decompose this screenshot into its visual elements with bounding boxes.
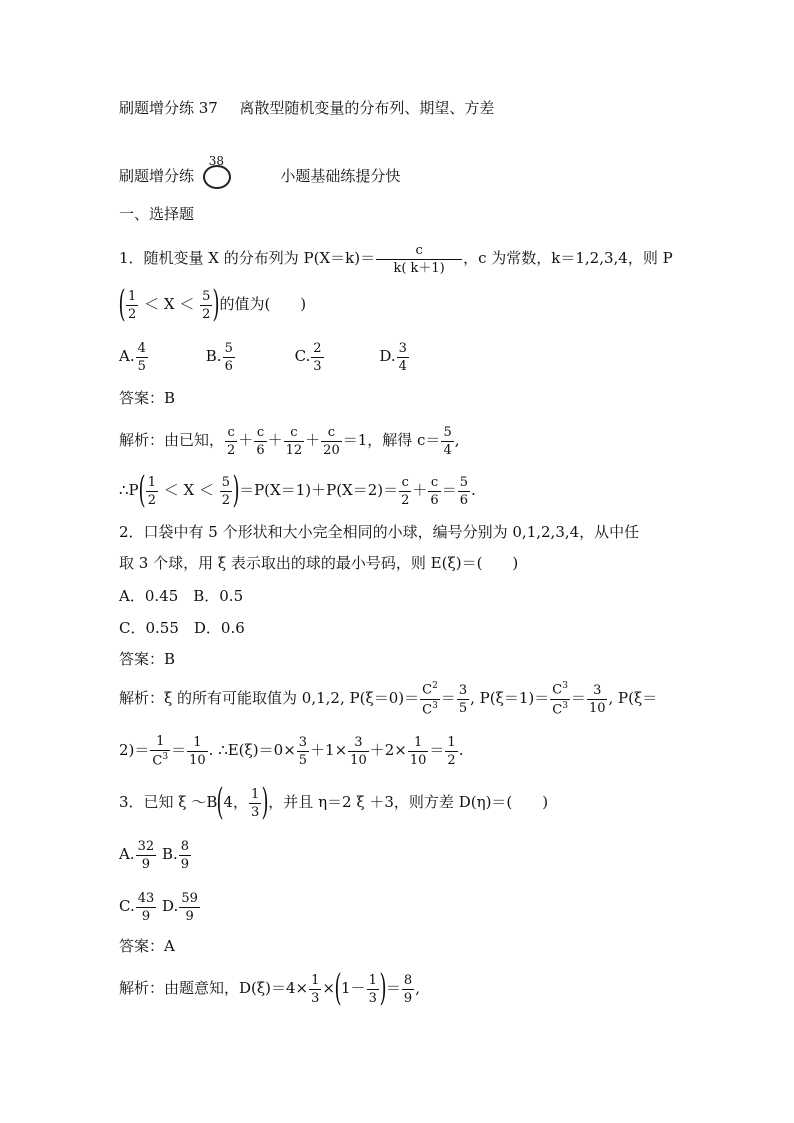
explanation-text: 1－ <box>341 979 366 997</box>
denominator: 6 <box>224 358 233 374</box>
left-paren: ( <box>334 968 342 1009</box>
explanation-text: , P(ξ＝1)＝ <box>470 689 550 707</box>
fraction <box>284 426 305 457</box>
fraction <box>179 892 200 923</box>
option-letter: D. <box>379 347 396 365</box>
fraction <box>376 244 462 275</box>
numerator: 3 <box>398 340 407 356</box>
denominator: 3 <box>250 804 260 820</box>
fraction <box>445 736 457 767</box>
option-letter: A. <box>119 845 135 863</box>
explanation-text: , P(ξ＝ <box>608 689 658 707</box>
explanation-text: ＝P(X＝1)＋P(X＝2)＝ <box>239 481 399 499</box>
combination-symbol: C <box>552 682 563 698</box>
denominator: 6 <box>459 492 468 508</box>
numerator: 32 <box>137 838 155 854</box>
denominator: 9 <box>180 856 190 872</box>
fraction <box>187 736 208 767</box>
q3-text-a: 3．已知 ξ ～B <box>119 793 218 811</box>
q1-options <box>119 336 410 376</box>
denominator: 3 <box>368 990 377 1006</box>
denominator: 6 <box>256 442 265 458</box>
fraction <box>420 682 440 716</box>
fraction <box>587 684 608 715</box>
denominator: k( k＋1) <box>393 260 445 276</box>
fraction-sum <box>224 424 343 458</box>
numerator: 3 <box>458 682 468 698</box>
denominator: 20 <box>323 442 340 458</box>
fraction <box>146 476 158 507</box>
fraction <box>441 426 453 457</box>
operator: ＝ <box>440 689 456 707</box>
denominator: 9 <box>141 856 151 872</box>
subheader-prefix: 刷题增分练 <box>119 167 195 185</box>
numerator: 3 <box>298 734 308 750</box>
fraction <box>399 476 411 507</box>
option-letter: B. <box>205 347 222 365</box>
explanation-text: ＋1× <box>310 741 348 759</box>
page-header <box>119 98 494 118</box>
superscript: 2 <box>432 681 438 692</box>
denominator: 10 <box>189 752 206 768</box>
q1-answer: 答案：B <box>119 389 176 407</box>
numerator: 1 <box>408 736 429 752</box>
q1-explanation-line2 <box>119 470 476 510</box>
numerator <box>550 682 570 699</box>
denominator: 2 <box>221 492 231 508</box>
operator: ＝ <box>385 979 401 997</box>
q2-stem-line1: 2．口袋中有 5 个形状和大小完全相同的小球，编号分别为 0,1,2,3,4，从中任 <box>119 523 640 541</box>
numerator: 1 <box>368 972 377 988</box>
operator: ＋ <box>238 431 254 449</box>
right-paren: ) <box>379 968 387 1009</box>
right-paren: ) <box>232 470 240 511</box>
q2-options-row2: C．0.55 D．0.6 <box>119 619 245 637</box>
denominator: 10 <box>350 752 367 768</box>
numerator: 59 <box>181 890 198 906</box>
header-title: 离散型随机变量的分布列、期望、方差 <box>239 99 495 117</box>
q2-answer: 答案：B <box>119 650 176 668</box>
q1-option-d <box>379 336 410 376</box>
fraction <box>254 426 266 457</box>
combination-symbol: C <box>422 682 433 698</box>
numerator: 5 <box>202 288 211 304</box>
q1-option-b <box>206 336 290 376</box>
q1-stem-line1 <box>119 238 673 278</box>
numerator: c <box>225 426 237 442</box>
q1-question-end: 的值为( ) <box>219 295 307 313</box>
fraction <box>150 735 170 767</box>
operator: × <box>322 979 335 997</box>
punct: . <box>458 741 464 759</box>
denominator: 5 <box>137 358 146 374</box>
option-letter: A. <box>119 347 135 365</box>
punct: , <box>454 431 460 449</box>
punct: , <box>415 979 420 997</box>
superscript: 3 <box>162 751 169 762</box>
q3-options-row2 <box>119 886 201 926</box>
fraction <box>136 892 157 923</box>
explanation-label: 解析：由已知， <box>119 431 225 449</box>
numerator: 8 <box>403 972 413 988</box>
explanation-text: ＝1，解得 c＝ <box>342 431 441 449</box>
sub-header <box>119 154 401 189</box>
q3-param: 4， <box>223 793 248 811</box>
denominator: 4 <box>398 358 407 374</box>
q1-option-a <box>119 336 201 376</box>
fraction <box>457 684 469 715</box>
superscript: 3 <box>562 700 568 711</box>
explanation-text: ∴P <box>119 481 139 499</box>
fraction <box>249 788 261 819</box>
numerator: c <box>428 476 440 492</box>
header-prefix: 刷题增分练 37 <box>119 99 218 117</box>
numerator <box>420 682 440 699</box>
fraction <box>136 840 157 871</box>
numerator: 5 <box>443 424 452 440</box>
denominator: 2 <box>202 306 211 322</box>
left-paren: ( <box>138 470 146 511</box>
option-letter: D. <box>162 897 179 915</box>
fraction <box>126 290 138 321</box>
fraction <box>458 476 470 507</box>
denominator: 3 <box>311 990 320 1006</box>
numerator: 1 <box>150 735 170 751</box>
q2-explanation-line1 <box>119 678 657 718</box>
operator: ＝ <box>429 741 445 759</box>
numerator: c <box>284 426 305 442</box>
explanation-text: ＋2× <box>369 741 407 759</box>
denominator: 4 <box>443 442 452 458</box>
q2-explanation-line2 <box>119 730 463 770</box>
q1-text-b: ，c 为常数，k＝1,2,3,4，则 P <box>463 249 673 267</box>
denominator: 2 <box>128 306 137 322</box>
right-paren: ) <box>261 782 269 823</box>
denominator: 2 <box>447 752 456 768</box>
denominator: 9 <box>403 990 413 1006</box>
inequality: ＜ X ＜ <box>163 481 214 499</box>
numerator: 43 <box>137 890 155 906</box>
operator: ＋ <box>412 481 428 499</box>
q1-inequality: ＜ X ＜ <box>144 295 195 313</box>
q1-option-c <box>295 336 375 376</box>
numerator: c <box>399 476 411 492</box>
superscript: 3 <box>432 700 438 711</box>
operator: ＋ <box>267 431 283 449</box>
fraction <box>348 736 369 767</box>
operator: ＝ <box>441 481 457 499</box>
explanation-text: 解析：ξ 的所有可能取值为 0,1,2, P(ξ＝0)＝ <box>119 689 420 707</box>
denominator: 2 <box>227 442 236 458</box>
numerator: 1 <box>311 972 320 988</box>
q3-stem <box>119 782 548 822</box>
q1-stem-line2 <box>119 284 306 324</box>
explanation-text: 2)＝ <box>119 741 150 759</box>
numerator: 1 <box>250 786 260 802</box>
numerator: 1 <box>187 736 208 752</box>
q2-options-row1: A．0.45 B．0.5 <box>119 587 244 605</box>
q3-text-b: ，并且 η＝2 ξ ＋3，则方差 D(η)＝( ) <box>268 793 549 811</box>
fraction <box>309 974 321 1005</box>
denominator: 5 <box>298 752 308 768</box>
fraction <box>397 342 409 373</box>
numerator: 5 <box>224 340 233 356</box>
fraction <box>321 426 342 457</box>
left-paren: ( <box>216 782 224 823</box>
fraction <box>367 974 379 1005</box>
q3-option-a <box>119 838 157 872</box>
q3-options-row1 <box>119 834 192 874</box>
denominator: 12 <box>285 442 303 458</box>
fraction <box>200 290 212 321</box>
numerator: 4 <box>137 340 146 356</box>
numerator: c <box>254 426 266 442</box>
fraction <box>297 736 309 767</box>
denominator <box>150 751 170 767</box>
operator: ＝ <box>570 689 586 707</box>
q3-explanation <box>119 968 420 1008</box>
denominator: 10 <box>588 700 606 716</box>
fraction <box>402 974 414 1005</box>
left-paren: ( <box>118 284 126 325</box>
option-letter: C. <box>294 347 311 365</box>
fraction <box>408 736 429 767</box>
combination-symbol: C <box>152 753 163 769</box>
q3-option-c <box>119 890 157 924</box>
section-title: 一、选择题 <box>119 205 195 223</box>
option-letter: C. <box>119 897 135 915</box>
combination-symbol: C <box>552 701 563 717</box>
q1-explanation-line1 <box>119 420 460 460</box>
numerator: 8 <box>180 838 190 854</box>
denominator: 9 <box>141 908 151 924</box>
denominator: 5 <box>458 700 468 716</box>
explanation-text: 解析：由题意知，D(ξ)＝4× <box>119 979 309 997</box>
fraction <box>179 840 191 871</box>
right-paren: ) <box>212 284 220 325</box>
numerator: 3 <box>587 684 608 700</box>
fraction <box>223 342 235 373</box>
explanation-text: . ∴E(ξ)＝0× <box>208 741 296 759</box>
numerator: 1 <box>447 734 456 750</box>
circled-number: 38 <box>208 154 225 168</box>
q3-answer: 答案：A <box>119 937 175 955</box>
option-letter: B. <box>161 845 178 863</box>
denominator <box>550 700 570 716</box>
fraction <box>311 342 323 373</box>
circled-number-icon <box>203 154 231 189</box>
q2-stem-line2: 取 3 个球，用 ξ 表示取出的球的最小号码，则 E(ξ)＝( ) <box>119 554 519 572</box>
denominator <box>420 700 440 716</box>
combination-symbol: C <box>422 701 433 717</box>
numerator: 5 <box>459 474 468 490</box>
numerator: 1 <box>128 288 137 304</box>
fraction <box>225 426 237 457</box>
fraction <box>428 476 440 507</box>
subheader-title: 小题基础练提分快 <box>280 167 401 185</box>
denominator: 6 <box>430 492 439 508</box>
q1-text-a: 1．随机变量 X 的分布列为 P(X＝k)＝ <box>119 249 376 267</box>
operator: ＋ <box>305 431 321 449</box>
superscript: 3 <box>562 681 568 692</box>
operator: ＝ <box>171 741 187 759</box>
denominator: 2 <box>401 492 410 508</box>
denominator: 9 <box>185 908 194 924</box>
numerator: c <box>376 244 462 260</box>
numerator: 1 <box>147 474 156 490</box>
denominator: 10 <box>409 752 427 768</box>
denominator: 2 <box>147 492 156 508</box>
denominator: 3 <box>313 358 322 374</box>
q3-option-b <box>161 838 192 872</box>
q3-option-d <box>162 890 201 924</box>
numerator: 5 <box>221 474 231 490</box>
numerator: 3 <box>348 736 369 752</box>
punct: . <box>471 481 476 499</box>
fraction <box>136 342 148 373</box>
fraction <box>550 682 570 716</box>
numerator: c <box>321 426 342 442</box>
numerator: 2 <box>313 340 322 356</box>
fraction <box>220 476 232 507</box>
